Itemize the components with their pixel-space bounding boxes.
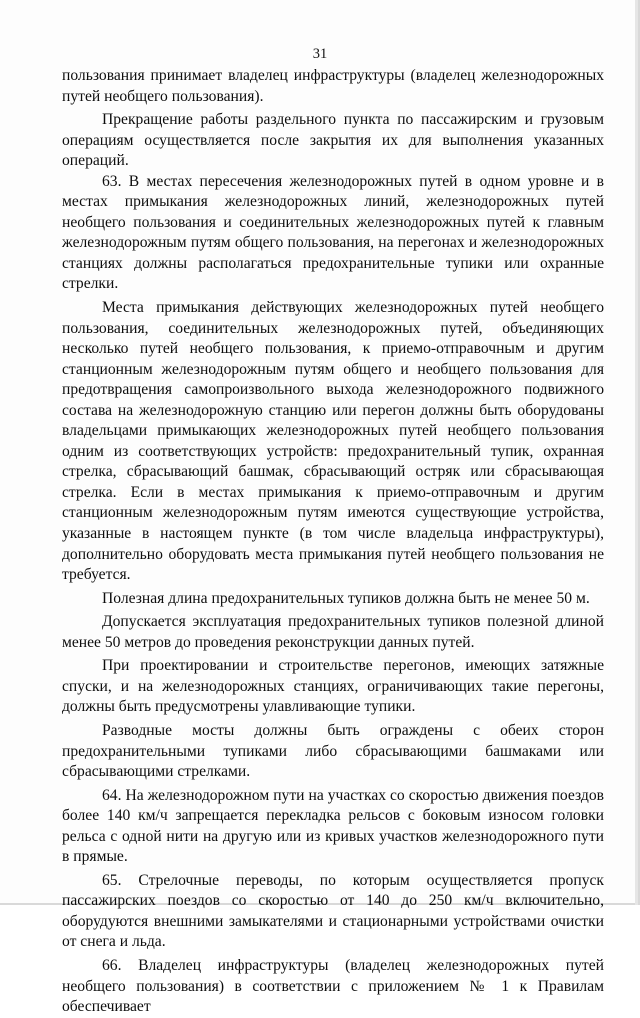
paragraph-section-closure: Прекращение работы раздельного пункта по пассажирским и грузовым операциям осуществляется после закрытия их для выполнения указанных операций. bbox=[62, 111, 604, 170]
paragraph-drawbridges: Разводные мосты должны быть ограждены с обеих сторон предохранительными тупиками либо сбрасывающими башмаками или сбрасывающими стрелками. bbox=[62, 721, 604, 781]
paragraph-deadend-length: Полезная длина предохранительных тупиков должна быть не менее 50 м. bbox=[102, 589, 590, 607]
page-number: 31 bbox=[312, 46, 328, 62]
paragraph-item-63: 63. В местах пересечения железнодорожных путей в одном уровне и в местах примыкания железнодорожных линий, железнодорожных путей необщего пользования и соединительных железнодорожных путей к главным железнодорожным путям общего пользования, на перегонах и железнодорожных станциях должны располагаться предохранительные тупики или охранные стрелки. bbox=[62, 172, 604, 293]
paragraph-junction-equipment: Места примыкания действующих железнодорожных путей необщего пользования, соединительных железнодорожных путей, объединяющих несколько путей необщего пользования, к приемо-отправочным и другим станционным железнодорожным путям общего и необщего пользования для предотвращения самопроизвольного выхода железнодорожного подвижного состава на железнодорожную станцию или перегон должны быть оборудованы владельцами примыкающих железнодорожных путей необщего пользования одним из соответствующих устройств: предохранительный тупик, охранная стрелка, сбрасывающий башмак, сбрасывающий остряк или сбрасывающая стрелка. Если в местах примыкания к приемо-отправочным и другим станционным железнодорожным путям имеются существующие устройства, указанные в настоящем пункте (в том числе владельца инфраструктуры), дополнительно оборудовать места примыкания путей необщего пользования не требуется. bbox=[62, 299, 604, 584]
document-body bbox=[62, 66, 604, 1018]
paragraph-catch-sidings: При проектировании и строительстве перегонов, имеющих затяжные спуски, и на железнодорожных станциях, ограничивающих такие перегоны, должны быть предусмотрены улавливающие тупики. bbox=[62, 657, 604, 716]
paragraph-item-66: 66. Владелец инфраструктуры (владелец железнодорожных путей необщего пользования) в соответствии с приложением № 1 к Правилам обеспечивает bbox=[62, 956, 604, 1016]
page-edge bbox=[635, 0, 638, 905]
paragraph-item-64: 64. На железнодорожном пути на участках со скоростью движения поездов более 140 км/ч запрещается перекладка рельсов с боковым износом головки рельса с одной нити на другую или из кривых участков железнодорожного пути в прямые. bbox=[62, 786, 604, 866]
paragraph-item-65: 65. Стрелочные переводы, по которым осуществляется пропуск пассажирских поездов со скоростью от 140 до 250 км/ч включительно, оборудуются внешними замыкателями и стационарными устройствами очистки от снега и льда. bbox=[62, 871, 604, 951]
paragraph-continuation: пользования принимает владелец инфраструктуры (владелец железнодорожных путей необщего пользования). bbox=[62, 67, 604, 105]
paragraph-deadend-exception: Допускается эксплуатация предохранительных тупиков полезной длиной менее 50 метров до проведения реконструкции данных путей. bbox=[62, 613, 604, 651]
